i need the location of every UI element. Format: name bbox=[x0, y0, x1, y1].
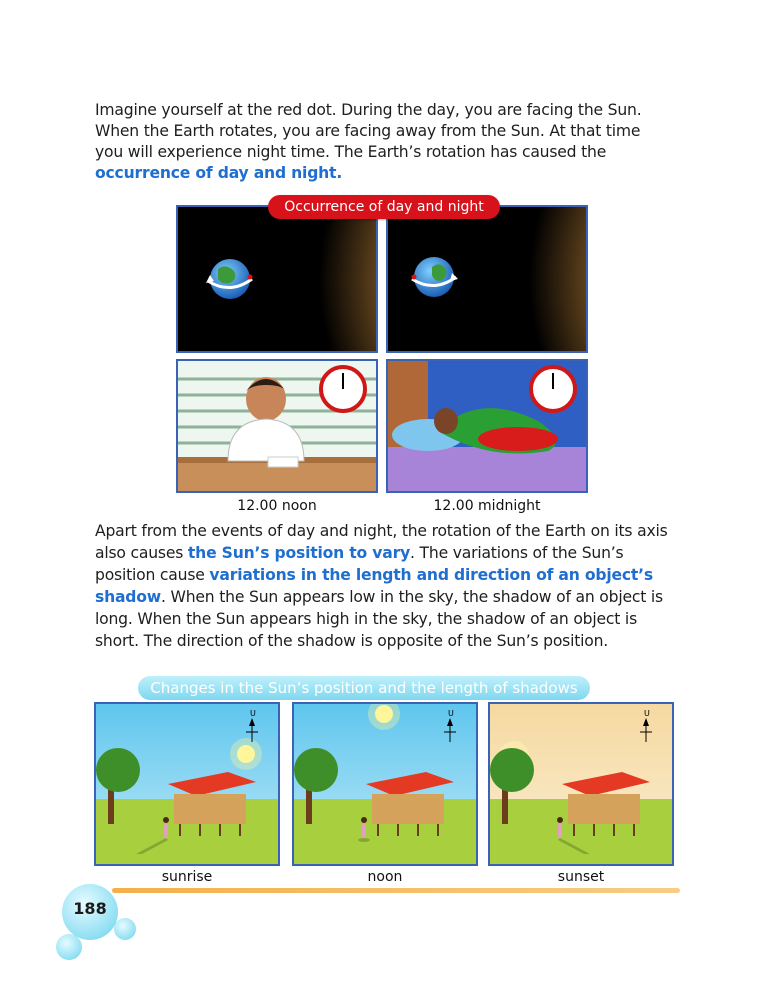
body-text-3: . When the Sun appears low in the sky, the shadow of an object is long. When the Sun appears high in the sky, the shadow of an object is short. The direction of the shadow is opposite of the Sun’s position. bbox=[95, 588, 663, 650]
compass-label-3: U bbox=[644, 709, 650, 718]
caption-noon: 12.00 noon bbox=[237, 498, 317, 514]
noon-panel bbox=[292, 702, 478, 866]
caption-noon-shadow: noon bbox=[367, 869, 403, 885]
earth-day-illustration bbox=[178, 207, 376, 351]
page-number: 188 bbox=[62, 884, 118, 940]
caption-midnight: 12.00 midnight bbox=[433, 498, 541, 514]
noon-illustration bbox=[294, 704, 476, 864]
compass-label-1: U bbox=[250, 709, 256, 718]
caption-sunset: sunset bbox=[557, 869, 605, 885]
body-highlight-2: variations in the length and direction of an object’s shadow bbox=[95, 566, 653, 606]
body-text-2: . The variations of the Sun’s position cause bbox=[95, 544, 624, 584]
intro-line-1: Imagine yourself at the red dot. During the day, you are facing the Sun. bbox=[95, 101, 642, 119]
intro-line-3: you will experience night time. The Earth’s rotation has caused the bbox=[95, 143, 607, 161]
compass-label-2: U bbox=[448, 709, 454, 718]
caption-sunrise: sunrise bbox=[161, 869, 213, 885]
earth-night-panel bbox=[386, 205, 588, 353]
decor-bubble-1 bbox=[56, 934, 82, 960]
body-text-1: Apart from the events of day and night, the rotation of the Earth on its axis also causes bbox=[95, 522, 668, 562]
earth-night-illustration bbox=[388, 207, 586, 351]
sunset-panel bbox=[488, 702, 674, 866]
body-paragraph bbox=[95, 520, 683, 652]
sunrise-panel bbox=[94, 702, 280, 866]
body-highlight-1: the Sun’s position to vary bbox=[187, 544, 411, 562]
noon-scene-panel bbox=[176, 359, 378, 493]
intro-highlight: occurrence of day and night. bbox=[95, 164, 343, 182]
midnight-scene-panel bbox=[386, 359, 588, 493]
intro-paragraph bbox=[95, 100, 675, 184]
sunset-illustration bbox=[490, 704, 672, 864]
footer-line bbox=[112, 888, 680, 893]
boy-sleeping-illustration bbox=[388, 361, 586, 491]
day-night-banner: Occurrence of day and night bbox=[268, 195, 500, 219]
decor-bubble-2 bbox=[114, 918, 136, 940]
shadows-banner: Changes in the Sun’s position and the length of shadows bbox=[138, 676, 590, 700]
boy-studying-illustration bbox=[178, 361, 376, 491]
sunrise-illustration bbox=[96, 704, 278, 864]
intro-line-2: When the Earth rotates, you are facing away from the Sun. At that time bbox=[95, 122, 641, 140]
earth-day-panel bbox=[176, 205, 378, 353]
